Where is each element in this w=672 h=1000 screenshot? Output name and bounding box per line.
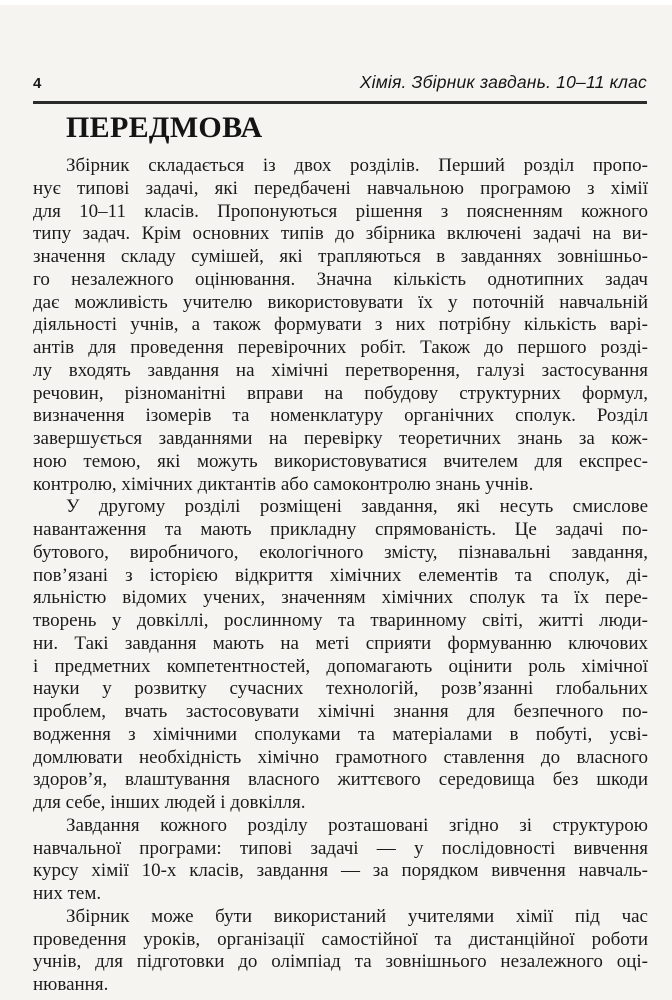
page-number: 4 bbox=[33, 75, 42, 92]
text-line: нювання. bbox=[33, 974, 109, 995]
text-line: творень у довкіллі, рослинному та тваринному світі, житті люди- bbox=[33, 610, 648, 631]
text-line: нує типові задачі, які передбачені навчальною програмою з хімії bbox=[33, 177, 648, 199]
text-line: них тем. bbox=[33, 883, 102, 904]
text-line: проблем, вчать застосовувати хімічні знання для безпечного по- bbox=[33, 701, 648, 722]
text-line: го незалежного оцінювання. Значна кількість однотипних задач bbox=[33, 268, 648, 290]
text-line: для себе, інших людей і довкілля. bbox=[33, 792, 306, 813]
text-line: яльністю відомих учених, значенням хімічних сполук та їх пере- bbox=[33, 587, 648, 609]
text-line: навантаження та мають прикладну спрямованість. Це задачі по- bbox=[33, 519, 648, 540]
text-line: визначення ізомерів та номенклатуру органічних сполук. Розділ bbox=[33, 405, 648, 427]
scan-top-edge bbox=[0, 0, 672, 5]
text-line: дає можливість учителю використовувати їх у поточній навчальній bbox=[33, 291, 648, 313]
text-line: науки у розвитку сучасних технологій, розв’язанні глобальних bbox=[33, 678, 648, 700]
text-line: контролю, хімічних диктантів або самоконтролю знань учнів. bbox=[33, 473, 534, 495]
text-line: водження з хімічними сполуками та матеріалами в побуті, усві- bbox=[33, 723, 648, 745]
text-line: значення складу сумішей, які трапляються в завданнях зовнішньо- bbox=[33, 246, 648, 267]
text-line: антів для проведення перевірочних робіт. Також до першого розді- bbox=[33, 337, 648, 358]
text-line: курсу хімії 10-х класів, завдання — за порядком вивчення навчаль- bbox=[33, 860, 648, 882]
text-line: Збірник складається із двох розділів. Перший розділ пропо- bbox=[66, 155, 648, 176]
text-line: домлювати необхідність хімічно грамотного ставлення до власного bbox=[33, 746, 648, 768]
text-line: пов’язані з історією відкриття хімічних елементів та сполук, ді- bbox=[33, 564, 648, 586]
text-line: типу задач. Крім основних типів до збірника включені задачі на ви- bbox=[33, 223, 648, 245]
page-title: ПЕРЕДМОВА bbox=[66, 111, 263, 144]
text-line: ною темою, які можуть використовуватися вчителем для експрес- bbox=[33, 450, 648, 472]
paragraph bbox=[33, 155, 648, 496]
header-rule bbox=[33, 101, 647, 104]
text-line: учнів, для підготовки до олімпіад та зовнішнього незалежного оці- bbox=[33, 951, 648, 973]
text-line: речовин, різноманітні вправи на побудову структурних формул, bbox=[33, 382, 648, 404]
text-line: проведення уроків, організації самостійної та дистанційної роботи bbox=[33, 928, 648, 950]
preface-body bbox=[33, 155, 648, 997]
paragraph bbox=[33, 906, 648, 997]
running-title: Хімія. Збірник завдань. 10–11 клас bbox=[359, 72, 647, 92]
text-line: бутового, виробничого, екологічного змісту, пізнавальні завдання, bbox=[33, 541, 648, 563]
paragraph bbox=[33, 815, 648, 906]
text-line: Збірник може бути використаний учителями хімії під час bbox=[66, 905, 648, 927]
text-line: навчальної програми: типові задачі — у послідовності вивчення bbox=[33, 837, 648, 859]
text-line: ни. Такі завдання мають на меті сприяти формуванню ключових bbox=[33, 632, 648, 654]
running-header bbox=[33, 72, 647, 93]
text-line: діяльності учнів, а також формувати з них потрібну кількість варі- bbox=[33, 314, 648, 336]
text-line: У другому розділі розміщені завдання, які несуть смислове bbox=[66, 496, 648, 518]
text-line: для 10–11 класів. Пропонуються рішення з поясненням кожного bbox=[33, 200, 648, 222]
text-line: здоров’я, влаштування власного життєвого середовища без шкоди bbox=[33, 769, 648, 791]
text-line: завершується завданнями на перевірку теоретичних знань за кож- bbox=[33, 428, 648, 449]
text-line: і предметних компетентностей, допомагають оцінити роль хімічної bbox=[33, 655, 648, 677]
text-line: Завдання кожного розділу розташовані згідно зі структурою bbox=[66, 814, 648, 836]
paragraph bbox=[33, 496, 648, 815]
text-line: лу входять завдання на хімічні перетворення, галузі застосування bbox=[33, 359, 648, 381]
